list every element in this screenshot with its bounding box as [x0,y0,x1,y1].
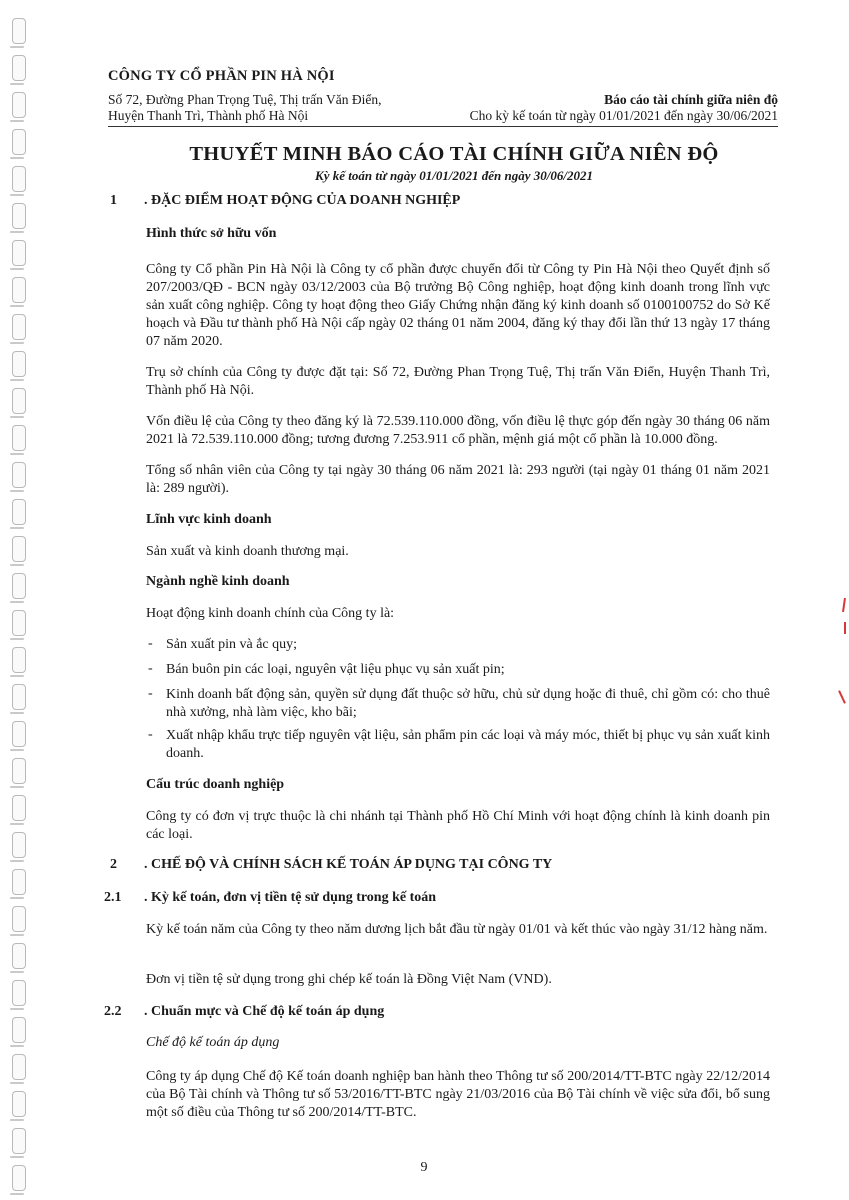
binder-hole [12,610,26,636]
binder-hole [12,18,26,44]
list-item: Kinh doanh bất động sản, quyền sử dụng đất thuộc sở hữu, chủ sử dụng hoặc đi thuê, chỉ gồm có: cho thuê nhà xưởng, nhà làm việc, kho bãi; [166,687,770,720]
binder-hole [12,536,26,562]
binder-tick [10,897,24,899]
list-bullet: - [148,686,153,701]
binder-tick [10,749,24,751]
binder-tick [10,1045,24,1047]
binder-tick [10,120,24,122]
list-item: Sản xuất pin và ắc quy; [166,637,298,652]
pen-mark [838,690,846,704]
subsection-2-1-paragraph-2: Đơn vị tiền tệ sử dụng trong ghi chép kế toán là Đồng Việt Nam (VND). [146,972,552,987]
binder-tick [10,305,24,307]
binder-hole [12,684,26,710]
list-item: Xuất nhập khẩu trực tiếp nguyên vật liệu, sản phẩm pin các loại và máy móc, thiết bị phục vụ sản xuất kinh doanh. [166,728,770,761]
list-bullet: - [148,727,153,742]
binder-hole [12,1091,26,1117]
business-field-text: Sản xuất và kinh doanh thương mại. [146,544,349,559]
binder-tick [10,1156,24,1158]
header-divider [108,126,778,127]
ownership-heading: Hình thức sở hữu vốn [146,226,277,241]
binder-hole [12,240,26,266]
company-address-line2: Huyện Thanh Trì, Thành phố Hà Nội [108,108,309,123]
binder-tick [10,342,24,344]
binder-hole [12,1165,26,1191]
subsection-2-1-heading: . Kỳ kế toán, đơn vị tiền tệ sử dụng trong kế toán [144,890,437,905]
section-2-heading: . CHẾ ĐỘ VÀ CHÍNH SÁCH KẾ TOÁN ÁP DỤNG TẠI CÔNG TY [144,857,553,872]
binder-hole [12,277,26,303]
binder-tick [10,1082,24,1084]
binder-hole [12,425,26,451]
binder-tick [10,379,24,381]
binder-tick [10,416,24,418]
report-period: Cho kỳ kế toán từ ngày 01/01/2021 đến ngày 30/06/2021 [469,108,778,123]
binder-tick [10,490,24,492]
binder-tick [10,157,24,159]
list-bullet: - [148,636,153,651]
binder-hole [12,203,26,229]
binder-tick [10,860,24,862]
binder-hole [12,795,26,821]
section-2-number: 2 [110,857,117,872]
binder-tick [10,786,24,788]
binder-hole [12,647,26,673]
binder-tick [10,638,24,640]
binder-tick [10,564,24,566]
binder-hole [12,721,26,747]
binder-tick [10,46,24,48]
binder-hole [12,1054,26,1080]
binder-tick [10,675,24,677]
binder-tick [10,934,24,936]
binder-tick [10,1008,24,1010]
ownership-paragraph-3: Vốn điều lệ của Công ty theo đăng ký là 72.539.110.000 đồng, vốn điều lệ thực góp đến ngày 30 tháng 06 năm 2021 là 72.539.110.000 đồng; tương đương 7.253.911 cổ phần, mệnh giá một cổ phần là 10.000 đồng. [146,414,770,447]
binder-tick [10,453,24,455]
binder-hole [12,1017,26,1043]
binder-hole [12,92,26,118]
structure-heading: Cấu trúc doanh nghiệp [146,777,285,792]
subsection-2-2-heading: . Chuẩn mực và Chế độ kế toán áp dụng [144,1004,385,1019]
section-1-number: 1 [110,193,117,208]
document-subtitle: Kỳ kế toán từ ngày 01/01/2021 đến ngày 30/06/2021 [315,168,593,183]
subsection-2-1-number: 2.1 [104,890,122,905]
binder-hole [12,943,26,969]
binder-hole [12,573,26,599]
binder-hole [12,758,26,784]
document-title: THUYẾT MINH BÁO CÁO TÀI CHÍNH GIỮA NIÊN ĐỘ [189,143,719,165]
binder-tick [10,712,24,714]
binder-tick [10,527,24,529]
company-name: CÔNG TY CỔ PHẦN PIN HÀ NỘI [108,68,335,84]
binder-tick [10,1119,24,1121]
section-1-heading: . ĐẶC ĐIỂM HOẠT ĐỘNG CỦA DOANH NGHIỆP [144,193,461,208]
binder-hole [12,499,26,525]
pen-mark [842,598,846,612]
industry-intro: Hoạt động kinh doanh chính của Công ty là: [146,606,395,621]
accounting-regime-subheading: Chế độ kế toán áp dụng [146,1035,280,1050]
subsection-2-1-paragraph-1: Kỳ kế toán năm của Công ty theo năm dương lịch bắt đầu từ ngày 01/01 và kết thúc vào ngày 31/12 hàng năm. [146,922,768,937]
binder-hole [12,388,26,414]
company-address-line1: Số 72, Đường Phan Trọng Tuệ, Thị trấn Văn Điển, [108,92,382,107]
binder-tick [10,601,24,603]
industry-heading: Ngành nghề kinh doanh [146,574,290,589]
ownership-paragraph-4: Tổng số nhân viên của Công ty tại ngày 30 tháng 06 năm 2021 là: 293 người (tại ngày 01 tháng 01 năm 2021 là: 289 người). [146,463,770,496]
business-field-heading: Lĩnh vực kinh doanh [146,512,272,527]
binder-tick [10,268,24,270]
ownership-paragraph-2: Trụ sở chính của Công ty được đặt tại: Số 72, Đường Phan Trọng Tuệ, Thị trấn Văn Điển, Huyện Thanh Trì, Thành phố Hà Nội. [146,365,770,398]
pen-mark [844,622,846,634]
binder-edge [0,0,40,1200]
binder-hole [12,869,26,895]
binder-hole [12,1128,26,1154]
binder-hole [12,462,26,488]
binder-tick [10,1193,24,1195]
binder-tick [10,971,24,973]
binder-tick [10,194,24,196]
binder-hole [12,55,26,81]
binder-tick [10,231,24,233]
report-title: Báo cáo tài chính giữa niên độ [604,92,778,107]
accounting-regime-paragraph: Công ty áp dụng Chế độ Kế toán doanh nghiệp ban hành theo Thông tư số 200/2014/TT-BTC ngày 22/12/2014 của Bộ Tài chính và Thông tư số 53/2016/TT-BTC ngày 21/03/2016 của Bộ Tài chính về việc sửa đổi, bổ sung một số điều của Thông tư số 200/2014/TT-BTC. [146,1069,770,1120]
binder-hole [12,980,26,1006]
list-item: Bán buôn pin các loại, nguyên vật liệu phục vụ sản xuất pin; [166,662,505,677]
binder-hole [12,166,26,192]
page-number: 9 [420,1160,428,1175]
binder-hole [12,832,26,858]
binder-hole [12,129,26,155]
list-bullet: - [148,661,153,676]
structure-text: Công ty có đơn vị trực thuộc là chi nhánh tại Thành phố Hồ Chí Minh với hoạt động chính là kinh doanh pin các loại. [146,809,770,842]
subsection-2-2-number: 2.2 [104,1004,122,1019]
binder-hole [12,314,26,340]
binder-tick [10,83,24,85]
binder-tick [10,823,24,825]
ownership-paragraph-1: Công ty Cổ phần Pin Hà Nội là Công ty cổ phần được chuyển đổi từ Công ty Pin Hà Nội theo Quyết định số 207/2003/QĐ - BCN ngày 03/12/2003 của Bộ trưởng Bộ Công nghiệp, hoạt động kinh doanh trong lĩnh vực sản xuất công nghiệp. Công ty hoạt động theo Giấy Chứng nhận đăng ký kinh doanh số 0100100752 do Sở Kế hoạch và Đầu tư thành phố Hà Nội cấp ngày 02 tháng 01 năm 2004, đăng ký thay đổi lần thứ 13 ngày 17 tháng 07 năm 2020. [146,262,770,349]
binder-hole [12,906,26,932]
binder-hole [12,351,26,377]
